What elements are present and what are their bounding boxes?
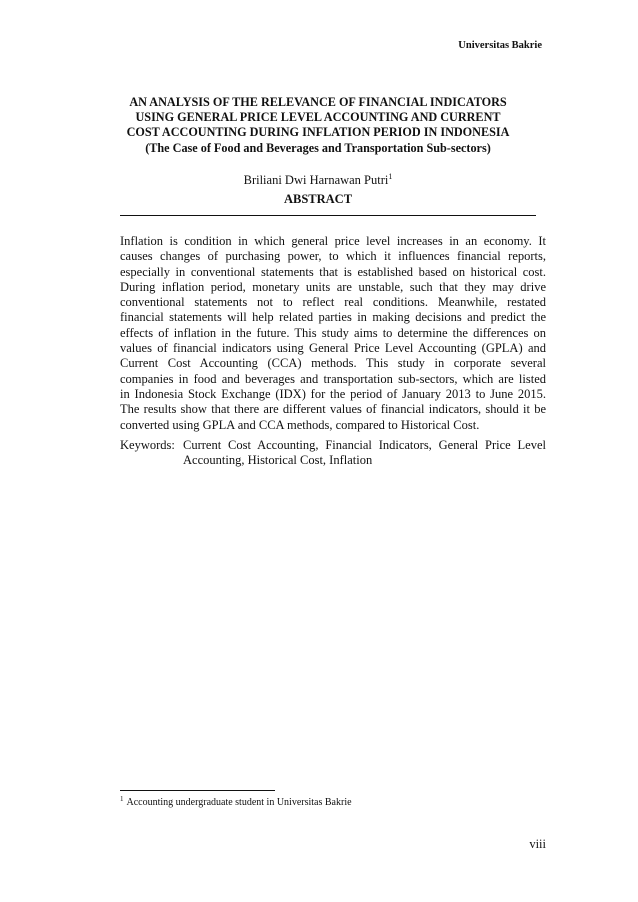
page-number: viii bbox=[529, 837, 546, 851]
abstract-line: converted using GPLA and CCA methods, compared to Historical Cost. bbox=[120, 417, 480, 432]
horizontal-rule bbox=[120, 215, 536, 216]
abstract-line: The results show that there are different values of financial indicators, should it be bbox=[120, 402, 546, 417]
author-name: Briliani Dwi Harnawan Putri bbox=[243, 173, 389, 187]
keywords-text bbox=[183, 438, 546, 469]
abstract-line: values of financial indicators using General Price Level Accounting (GPLA) and bbox=[120, 341, 546, 356]
abstract-line: causes changes of purchasing power, to which it influences financial reports, bbox=[120, 249, 546, 264]
paper-title bbox=[100, 95, 536, 156]
author-line bbox=[100, 173, 536, 188]
abstract-line: Inflation is condition in which general price level increases in an economy. It bbox=[120, 234, 546, 248]
abstract-line: in Indonesia Stock Exchange (IDX) for the period of January 2013 to June 2015. bbox=[120, 386, 546, 401]
keywords-line: Current Cost Accounting, Financial Indicators, General Price Level bbox=[183, 438, 546, 452]
keywords-label: Keywords: bbox=[120, 438, 175, 452]
abstract-line: effects of inflation in the future. This study aims to determine the differences on bbox=[120, 325, 546, 340]
abstract-line: Current Cost Accounting (CCA) methods. This study in corporate several bbox=[120, 356, 546, 371]
abstract-line: During inflation period, monetary units are unstable, such that they may drive bbox=[120, 279, 546, 294]
abstract-line: especially in conventional statements that is established based on historical cost. bbox=[120, 264, 546, 279]
footnote-marker: 1 bbox=[120, 794, 124, 803]
abstract-heading: ABSTRACT bbox=[283, 192, 353, 206]
running-header: Universitas Bakrie bbox=[458, 40, 542, 51]
abstract-line: companies in food and beverages and transportation sub-sectors, which are listed bbox=[120, 371, 546, 386]
abstract-body bbox=[120, 234, 546, 433]
abstract-line: financial statements will help related parties in making decisions and predict the bbox=[120, 310, 546, 325]
footnote bbox=[120, 794, 352, 808]
footnote-text: Accounting undergraduate student in Universitas Bakrie bbox=[126, 797, 352, 808]
author-footnote-marker: 1 bbox=[388, 171, 393, 181]
title-subtitle-line: (The Case of Food and Beverages and Transportation Sub-sectors) bbox=[145, 140, 491, 155]
footnote-separator bbox=[120, 790, 275, 791]
title-line: AN ANALYSIS OF THE RELEVANCE OF FINANCIAL INDICATORS bbox=[129, 95, 507, 109]
title-line: COST ACCOUNTING DURING INFLATION PERIOD IN INDONESIA bbox=[126, 125, 510, 140]
title-line: USING GENERAL PRICE LEVEL ACCOUNTING AND CURRENT bbox=[135, 110, 501, 125]
keywords-line: Accounting, Historical Cost, Inflation bbox=[183, 453, 373, 468]
abstract-line: conventional statements not to reflect real conditions. Meanwhile, restated bbox=[120, 295, 546, 310]
keywords bbox=[120, 438, 546, 469]
